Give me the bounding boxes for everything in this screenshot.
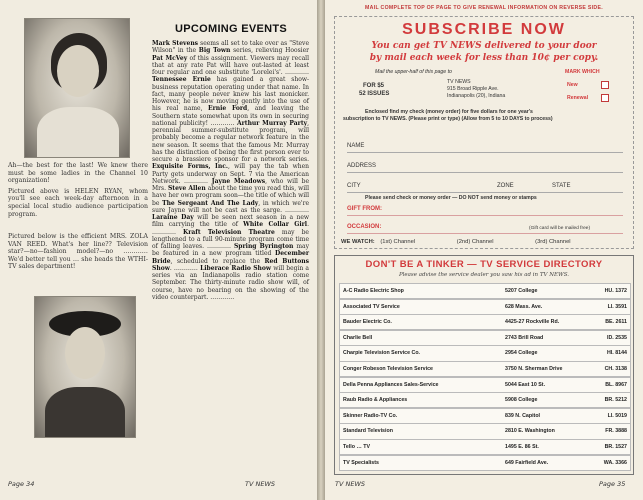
article-text-run: seems all set to take over as "Steve Wilson" in the	[152, 40, 309, 55]
upcoming-events-article	[152, 40, 309, 301]
dealer-phone: FR. 3888	[605, 428, 627, 435]
tv-service-directory	[334, 255, 634, 475]
article-text-run: , will pay the tab when Party gets underway on Sept. 7 via the American Network. …………	[152, 163, 310, 185]
directory-row	[339, 392, 631, 408]
directory-row	[339, 423, 631, 439]
article-bold-run: Tennessee Ernie	[152, 76, 211, 84]
gift-card-note: (Gift card will be mailed free)	[529, 226, 591, 231]
dealer-address: 628 Mass. Ave.	[505, 303, 543, 310]
dealer-name: Tello … TV	[343, 444, 370, 450]
dealer-name: Standard Television	[343, 428, 393, 435]
article-text-run: , who will be Mrs.	[152, 177, 310, 192]
dealer-address: 4425-27 Rockville Rd.	[505, 319, 560, 326]
directory-row	[339, 455, 631, 471]
article-text-run: may be lengthened to a full 90-minute program come time of falling leaves. …………	[152, 228, 309, 250]
directory-subtitle: Please advise the service dealer you saw his ad in TV NEWS.	[398, 272, 570, 278]
article-text-run: , in which we're sure Jayne will not be cast as the sarge. …………	[152, 199, 309, 214]
dealer-name: Associated TV Service	[343, 303, 400, 310]
article-bold-run: Mark Stevens	[152, 40, 199, 47]
dealer-address: 839 N. Capitol	[505, 412, 541, 419]
article-bold-run: The Sergeant And The Lady	[162, 199, 259, 207]
dealer-address: 1495 E. 86 St.	[505, 444, 539, 450]
directory-row	[339, 345, 631, 361]
enclosed-text-1: Enclosed find my check (money order) for five dollars for one year's	[365, 109, 533, 115]
binding-gutter	[317, 0, 325, 500]
mark-which-label: MARK WHICH	[565, 69, 600, 75]
gift-from-field[interactable]	[347, 206, 623, 216]
new-option-label: New	[567, 82, 578, 88]
address-line-2: 915 Broad Ripple Ave.	[447, 86, 499, 92]
renewal-option-label: Renewal	[567, 95, 589, 101]
article-bold-run: Steve Allen	[167, 185, 206, 192]
dealer-name: Raub Radio & Appliances	[343, 397, 408, 404]
dealer-phone: HI. 8144	[606, 350, 627, 357]
city-zone-state-field[interactable]	[347, 183, 623, 193]
article-bold-run: Pat McVey	[152, 54, 188, 62]
article-bold-run: Ernie Ford	[208, 105, 248, 113]
article-text-run: , perennial summer-substitute program, will probably become a regular network feature in the new season. It seems that the famous Mr. Murray has the distinction of being the first person ever to secure a brassiere sponsor for a network series.	[152, 119, 310, 163]
dealer-name: Skinner Radio-TV Co.	[343, 412, 398, 419]
right-page	[325, 0, 643, 500]
check-note: Please send check or money order — DO NOT send money or stamps	[365, 195, 537, 201]
enclosed-text-2: subscription to TV NEWS. (Please print or type) (Allow from 5 to 10 DAYS to process)	[343, 116, 553, 122]
upcoming-events-heading: UPCOMING EVENTS	[175, 23, 288, 35]
dealer-name: Bauder Electric Co.	[343, 319, 392, 326]
dealer-address: 3750 N. Sherman Drive	[505, 366, 563, 372]
article-bold-run: Liberace Radio Show	[200, 264, 272, 272]
address-line-3: Indianapolis (20), Indiana	[447, 93, 506, 99]
dealer-address: 2743 Brill Road	[505, 334, 544, 341]
issues-label: 52 ISSUES	[359, 91, 390, 97]
caption-top-para-1: Ah—the best for the last! We knew there must be some ladies in the Channel 10 organization!	[8, 162, 148, 185]
dealer-phone: BL. 8967	[605, 381, 627, 388]
article-text-run: , scheduled to replace the	[170, 257, 265, 265]
gift-from-label: GIFT FROM:	[347, 206, 382, 212]
dealer-phone: BR. 5212	[604, 397, 627, 404]
renewal-checkbox[interactable]	[601, 94, 609, 102]
dealer-phone: BE. 2611	[605, 319, 627, 326]
dealer-address: 5908 College	[505, 397, 538, 404]
occasion-field[interactable]	[347, 224, 623, 234]
caption-top-para-2: Pictured above is HELEN RYAN, whom you'll see each week-day afternoon in a special local studio audience participation program.	[8, 187, 148, 218]
channel-2: (2nd) Channel	[456, 239, 494, 245]
article-bold-run: Laraine Day	[152, 214, 194, 221]
promo-line-1: You can get TV NEWS delivered to your door	[371, 41, 597, 51]
zola-van-reed-photo	[34, 296, 136, 438]
article-bold-run: Exquisite Forms, Inc.	[152, 163, 228, 171]
we-watch-row	[341, 239, 571, 245]
article-text-run: . …………	[169, 264, 201, 272]
dealer-name: A-C Radio Electric Shop	[343, 288, 404, 294]
channel-1: (1st) Channel	[380, 239, 416, 245]
article-text-run: of this assignment. Viewers may recall that at any rate Pat will have out-lasted at least four regular and one substitute 'Lorelei's'. …………	[152, 54, 309, 76]
directory-row	[339, 377, 631, 393]
address-line-1: TV NEWS	[447, 79, 471, 85]
name-label: NAME	[347, 143, 365, 149]
dealer-address: 5207 College	[505, 288, 538, 294]
dealer-name: Charlie Bell	[343, 334, 373, 341]
article-bold-run: Red Buttons Show	[152, 257, 309, 272]
address-label: ADDRESS	[347, 163, 377, 169]
article-bold-run: Spring Byrington	[233, 243, 294, 250]
channel-3: (3rd) Channel	[535, 239, 571, 245]
directory-row	[339, 439, 631, 455]
new-checkbox[interactable]	[601, 81, 609, 89]
dealer-address: 649 Fairfield Ave.	[505, 459, 549, 466]
dealer-address: 5044 East 10 St.	[505, 381, 546, 388]
dealer-phone: LI. 5019	[607, 412, 627, 419]
directory-row	[339, 314, 631, 330]
dealer-name: TV Specialists	[343, 459, 379, 466]
dealer-phone: BR. 1527	[604, 444, 627, 450]
occasion-label: OCCASION:	[347, 224, 382, 230]
city-label: CITY	[347, 183, 361, 189]
article-bold-run: Arthur Murray Party	[236, 119, 308, 127]
caption-top	[8, 162, 148, 221]
page-number-left: Page 34	[8, 480, 35, 488]
article-bold-run: December Bride	[152, 250, 309, 265]
page-number-right: Page 35	[599, 480, 626, 488]
name-field[interactable]	[347, 143, 623, 153]
left-page	[0, 0, 317, 500]
subscribe-form	[334, 5, 634, 249]
dealer-name: Della Penna Appliances Sales-Service	[343, 381, 439, 388]
dealer-address: 2810 E. Washington	[505, 428, 555, 435]
article-text-run: series, relieving Hoosier	[230, 47, 310, 55]
dealer-phone: WA. 3366	[603, 459, 627, 466]
dealer-phone: HU. 1372	[604, 288, 627, 294]
magazine-name-left: TV NEWS	[245, 480, 276, 488]
directory-row	[339, 299, 631, 315]
dealer-name: Charpie Television Service Co.	[343, 350, 421, 357]
article-text-run: . …………	[152, 221, 309, 236]
dealer-address: 2954 College	[505, 350, 538, 357]
directory-row	[339, 283, 631, 299]
directory-title: DON'T BE A TINKER — TV SERVICE DIRECTORY	[365, 259, 603, 270]
dealer-name: Conger Robeson Television Service	[343, 366, 433, 372]
caption-bottom: Pictured below is the efficient MRS. ZOLA VAN REED. What's her line?? Television star?—no—fashion model?—no ………… We'd better tell you … she heads the WTHI-TV sales department!	[8, 233, 148, 271]
directory-row	[339, 408, 631, 424]
article-text-run: will begin a series via an Indianapolis radio station come September. The thirty-minute radio show will, of course, have no bearing on the showing of the video counterpart. …………	[152, 264, 309, 301]
state-label: STATE	[552, 183, 571, 189]
dealer-phone: CH. 3138	[604, 366, 627, 372]
subscribe-title: SUBSCRIBE NOW	[402, 21, 566, 38]
article-text-run: , and leaving the Southern state somewhat upon its own in securing national publicity! …………	[152, 105, 309, 127]
article-bold-run: Kraft Television Theatre	[183, 228, 275, 236]
top-note: MAIL COMPLETE TOP OF PAGE TO GIVE RENEWAL INFORMATION ON REVERSE SIDE.	[365, 5, 603, 11]
mail-upper-text: Mail the upper-half of this page to	[375, 69, 452, 75]
address-field[interactable]	[347, 163, 623, 173]
helen-ryan-photo	[24, 18, 130, 158]
zone-label: ZONE	[497, 183, 514, 189]
price-label: FOR $5	[363, 83, 385, 89]
article-text-run: has gained a great show-business reputation operating under that name. In fact, many people never knew his last monicker. However, he is now moving gently into the use of his real name,	[152, 76, 309, 113]
directory-row	[339, 361, 631, 377]
promo-line-2: by mail each week for less than 10¢ per copy.	[369, 53, 599, 63]
article-text-run: will be seen next season in a new film carrying the title of	[152, 214, 310, 229]
directory-row	[339, 330, 631, 346]
dealer-phone: ID. 2535	[606, 334, 627, 341]
article-text-run: about the time you read this, will have her own program soon—the title of which will be	[152, 185, 309, 207]
we-watch-label: WE WATCH:	[341, 239, 375, 245]
magazine-name-right: TV NEWS	[335, 480, 366, 488]
article-bold-run: Big Town	[198, 47, 231, 55]
article-text-run: may be featured in a new program titled	[152, 243, 309, 258]
article-bold-run: Jayne Meadows	[211, 177, 266, 185]
article-bold-run: White Collar Girl	[243, 221, 308, 229]
dealer-phone: LI. 3591	[607, 303, 627, 310]
